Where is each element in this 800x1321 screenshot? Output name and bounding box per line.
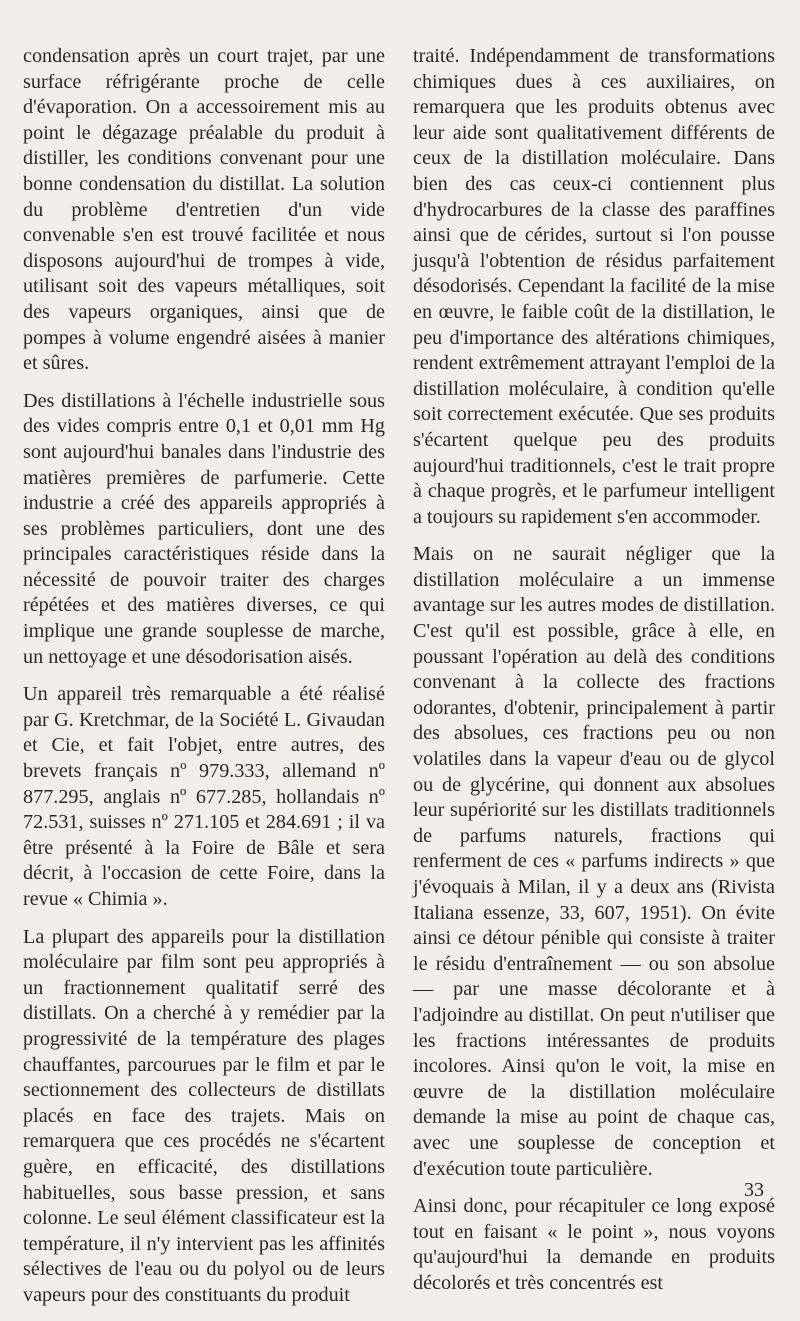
- paragraph: traité. Indépendamment de transformations chimiques dues à ces auxiliaires, on remarquera que les produits obtenus avec leur aide sont qualitativement différents de ceux de la distillation moléculaire. Dans bien des cas ceux-ci contiennent plus d'hydrocarbures de la classe des paraffines ainsi que de cérides, surtout si l'on pousse jusqu'à l'obtention de résidus parfaitement désodorisés. Cependant la facilité de la mise en œuvre, le faible coût de la distillation, le peu d'importance des altérations chimiques, rendent extrêmement attrayant l'emploi de la distillation moléculaire, à condition qu'elle soit correctement exécutée. Que ses produits s'écartent quelque peu des produits aujourd'hui traditionnels, c'est le trait propre à chaque progrès, et le parfumeur intelligent a toujours su rapidement s'en accommoder.: [413, 45, 775, 528]
- paragraph: Ainsi donc, pour récapituler ce long exposé tout en faisant « le point », nous voyons qu'aujourd'hui la demande en produits décolorés et très concentrés est: [413, 1195, 775, 1294]
- left-column: [23, 44, 385, 1321]
- paragraph: Un appareil très remarquable a été réalisé par G. Kretchmar, de la Société L. Givaudan et Cie, et fait l'objet, entre autres, des brevets français nº 979.333, allemand nº 877.295, anglais nº 677.285, hollandais nº 72.531, suisses nº 271.105 et 284.691 ; il va être présenté à la Foire de Bâle et sera décrit, à l'occasion de cette Foire, dans la revue « Chimia ».: [23, 683, 385, 910]
- paragraph: condensation après un court trajet, par une surface réfrigérante proche de celle d'évaporation. On a accessoirement mis au point le dégazage préalable du produit à distiller, les conditions convenant pour une bonne condensation du distillat. La solution du problème d'entretien d'un vide convenable s'en est trouvé facilitée et nous disposons aujourd'hui de trompes à vide, utilisant soit des vapeurs métalliques, soit des vapeurs organiques, ainsi que de pompes à volume engendré aisées à manier et sûres.: [23, 45, 385, 375]
- right-column: [413, 44, 775, 1309]
- paragraph: Mais on ne saurait négliger que la distillation moléculaire a un immense avantage sur les autres modes de distillation. C'est qu'il est possible, grâce à elle, en poussant l'opération au delà des conditions convenant à la collecte des fractions odorantes, d'obtenir, principalement à partir des absolues, ces fractions peu ou non volatiles dans la vapeur d'eau ou de glycol ou de glycérine, qui donnent aux absolues leur supériorité sur les distillats traditionnels de parfums naturels, fractions qui renferment de ces « parfums indirects » que j'évoquais à Milan, il y a deux ans (Rivista Italiana essenze, 33, 607, 1951). On évite ainsi ce détour pénible qui consiste à traiter le résidu d'entraînement — ou son absolue — par une masse décolorante et à l'adjoindre au distillat. On peut n'utiliser que les fractions intéressantes de produits incolores. Ainsi qu'on le voit, la mise en œuvre de la distillation moléculaire demande la mise au point de chaque cas, avec une souplesse de conception et d'exécution toute particulière.: [413, 543, 775, 1180]
- paragraph: Des distillations à l'échelle industrielle sous des vides compris entre 0,1 et 0,01 mm Hg sont aujourd'hui banales dans l'industrie des matières premières de parfumerie. Cette industrie a créé des appareils appropriés à ses problèmes particuliers, dont une des principales caractéristiques réside dans la nécessité de pouvoir traiter des charges répétées et des matières diverses, ce qui implique une grande souplesse de marche, un nettoyage et une désodorisation aisés.: [23, 389, 385, 668]
- paragraph: La plupart des appareils pour la distillation moléculaire par film sont peu appropriés à un fractionnement qualitatif serré des distillats. On a cherché à y remédier par la progressivité de la température des plages chauffantes, parcourues par le film et par le sectionnement des collecteurs de distillats placés en face des trajets. Mais on remarquera que ces procédés ne s'écartent guère, en efficacité, des distillations habituelles, sous basse pression, et sans colonne. Le seul élément classificateur est la température, il n'y intervient pas les affinités sélectives de l'eau ou du polyol ou de leurs vapeurs pour des constituants du produit: [23, 925, 385, 1306]
- page-number: 33: [744, 1179, 764, 1201]
